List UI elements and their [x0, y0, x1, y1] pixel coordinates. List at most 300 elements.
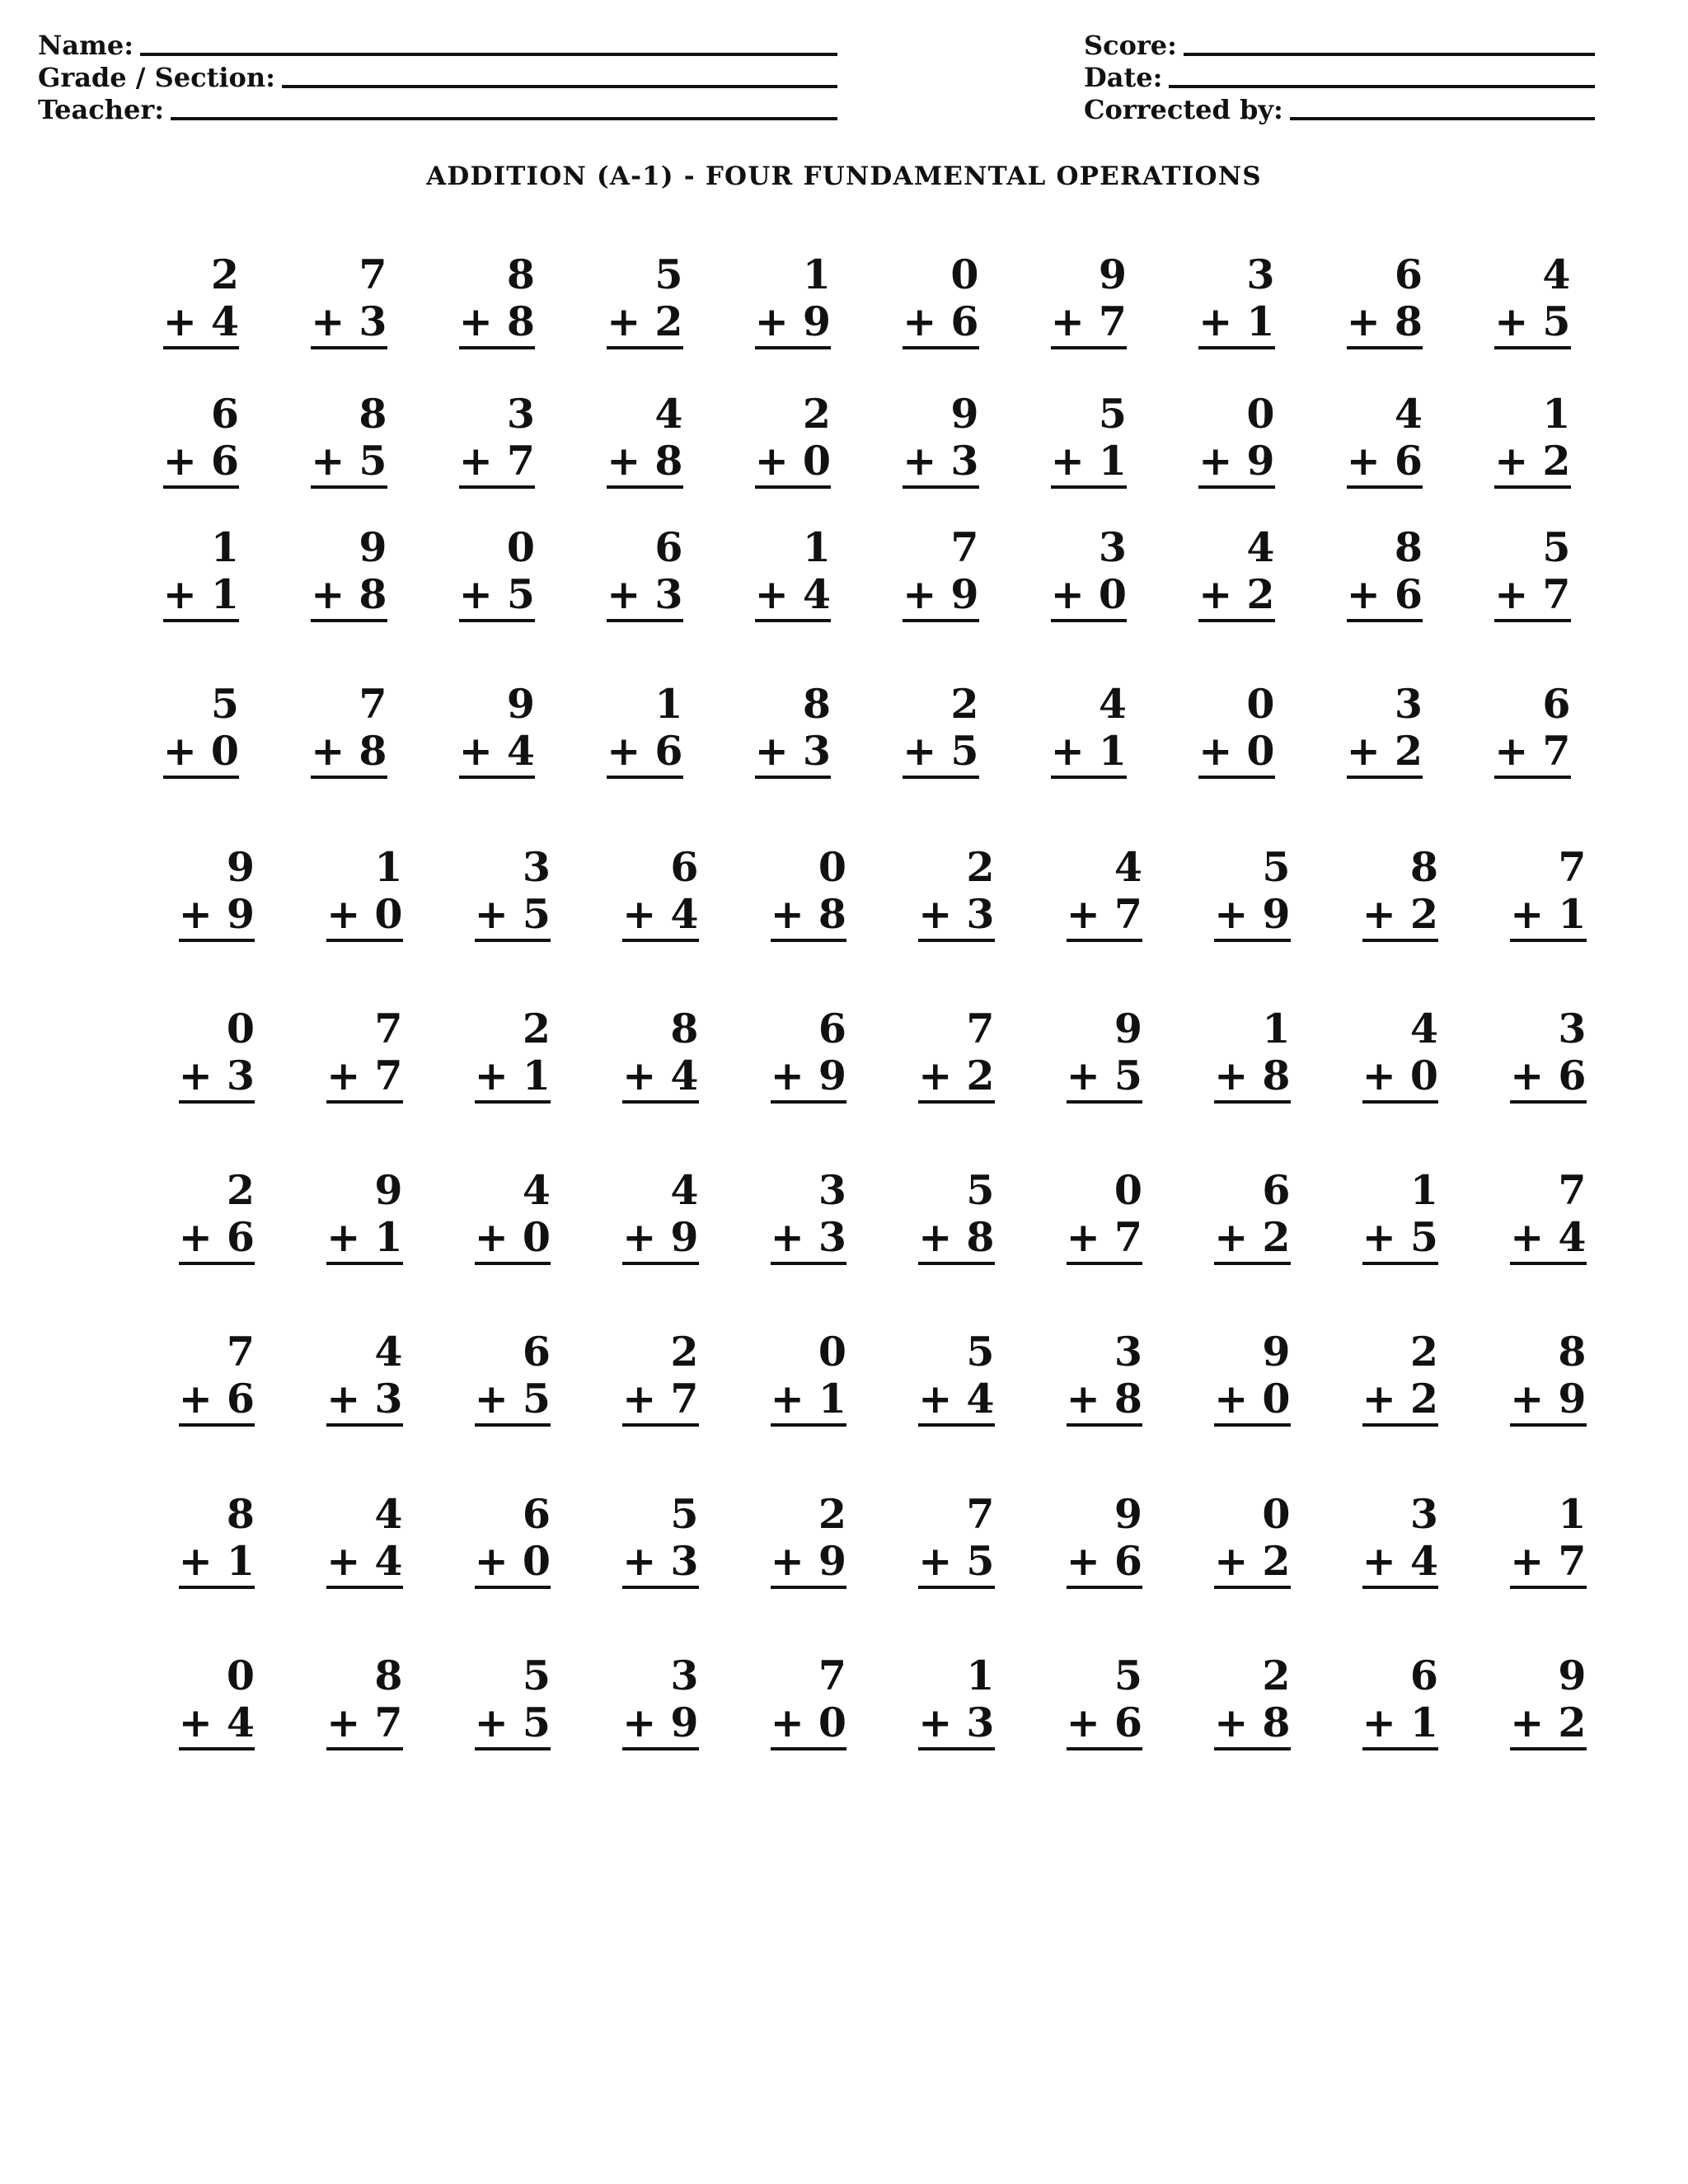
addition-problem: [288, 1005, 403, 1099]
problem-bottom-row: [1175, 1699, 1291, 1746]
problem-bottom-row: [420, 571, 535, 618]
problem-bottom-row: [288, 1538, 403, 1585]
addition-problem: [1011, 524, 1127, 618]
problem-top-number: 6: [1394, 251, 1423, 298]
problem-top-number: 4: [522, 1166, 551, 1214]
problem-addend-underlined: + 0: [1051, 570, 1127, 622]
problem-top-number: 9: [374, 1166, 403, 1214]
problem-bottom-row: [584, 1052, 699, 1099]
problem-top-number: 0: [818, 1328, 846, 1376]
problem-bottom-row: [1011, 571, 1127, 618]
problem-bottom-row: [879, 1052, 995, 1099]
problem-top-number: 5: [670, 1490, 699, 1538]
addition-problem: [1471, 1329, 1587, 1422]
problem-top-number: 5: [1098, 390, 1127, 438]
problem-top-number: 1: [802, 523, 831, 571]
problem-addend-underlined: + 5: [1494, 298, 1570, 349]
problem-top-number: 4: [374, 1490, 403, 1538]
addition-problem: [272, 524, 387, 618]
addition-problem: [272, 391, 387, 485]
problem-addend-underlined: + 4: [622, 890, 698, 942]
problem-bottom-row: [435, 1699, 551, 1746]
problem-bottom-row: [288, 1214, 403, 1261]
problem-top-number: 1: [210, 523, 239, 571]
problem-top-number: 7: [818, 1652, 846, 1699]
problem-addend-underlined: + 7: [1510, 1537, 1586, 1589]
problem-addend-underlined: + 8: [1214, 1699, 1290, 1750]
addition-problem: [864, 391, 979, 485]
date-label: Date:: [1084, 62, 1163, 93]
problem-addend-underlined: + 7: [622, 1375, 698, 1427]
addition-problem: [1307, 681, 1423, 775]
problem-bottom-row: [1027, 1052, 1142, 1099]
problem-bottom-row: [1027, 891, 1142, 938]
problem-addend-underlined: + 3: [918, 890, 994, 942]
problem-addend-underlined: + 4: [163, 298, 239, 349]
problem-bottom-row: [731, 1376, 846, 1422]
problem-addend-underlined: + 2: [918, 1052, 994, 1104]
problem-top-number: 6: [670, 843, 699, 891]
addition-problem: [584, 1329, 699, 1422]
problem-bottom-row: [272, 298, 387, 345]
problem-bottom-row: [435, 1214, 551, 1261]
problem-bottom-row: [288, 891, 403, 938]
addition-problem: [435, 1652, 551, 1746]
problem-addend-underlined: + 4: [1510, 1213, 1586, 1265]
problem-top-number: 6: [818, 1005, 846, 1052]
problem-addend-underlined: + 0: [326, 890, 402, 942]
problem-bottom-row: [568, 571, 683, 618]
problem-top-number: 0: [226, 1005, 255, 1052]
problem-bottom-row: [288, 1699, 403, 1746]
problem-bottom-row: [420, 298, 535, 345]
problem-top-number: 6: [654, 523, 683, 571]
problem-top-number: 3: [1114, 1328, 1142, 1376]
problem-top-number: 9: [226, 843, 255, 891]
problem-addend-underlined: + 4: [459, 727, 535, 779]
problem-bottom-row: [1456, 728, 1571, 775]
addition-problem: [1160, 524, 1275, 618]
addition-problem: [1323, 844, 1438, 938]
addition-problem: [568, 524, 683, 618]
addition-problem: [1471, 1652, 1587, 1746]
problem-bottom-row: [288, 1052, 403, 1099]
problem-addend-underlined: + 7: [1051, 298, 1127, 349]
addition-problem: [879, 1167, 995, 1261]
problem-bottom-row: [435, 1052, 551, 1099]
addition-problem: [568, 681, 683, 775]
problem-addend-underlined: + 7: [1067, 890, 1142, 942]
problem-addend-underlined: + 6: [179, 1213, 255, 1265]
problem-addend-underlined: + 0: [755, 437, 831, 489]
problem-top-number: 5: [966, 1328, 995, 1376]
addition-problem: [435, 844, 551, 938]
problem-addend-underlined: + 2: [1214, 1213, 1290, 1265]
problem-bottom-row: [1027, 1376, 1142, 1422]
problem-top-number: 5: [966, 1166, 995, 1214]
problem-addend-underlined: + 0: [475, 1537, 551, 1589]
problem-bottom-row: [139, 1376, 255, 1422]
problem-bottom-row: [879, 1699, 995, 1746]
problem-addend-underlined: + 3: [326, 1375, 402, 1427]
problem-addend-underlined: + 4: [622, 1052, 698, 1104]
problem-addend-underlined: + 1: [1198, 298, 1274, 349]
problem-top-number: 7: [226, 1328, 255, 1376]
addition-problem: [731, 1167, 846, 1261]
problem-bottom-row: [584, 1214, 699, 1261]
problem-addend-underlined: + 2: [607, 298, 682, 349]
addition-problem: [1323, 1005, 1438, 1099]
problem-top-number: 1: [1558, 1490, 1587, 1538]
addition-problem: [420, 524, 535, 618]
problem-top-number: 5: [1262, 843, 1291, 891]
problem-bottom-row: [1011, 728, 1127, 775]
problem-top-number: 0: [1114, 1166, 1142, 1214]
problem-top-number: 0: [1246, 680, 1275, 728]
problem-bottom-row: [1027, 1214, 1142, 1261]
addition-problem: [420, 391, 535, 485]
addition-problem: [139, 1491, 255, 1585]
addition-problem: [1323, 1491, 1438, 1585]
problem-bottom-row: [124, 298, 239, 345]
problem-addend-underlined: + 5: [1067, 1052, 1142, 1104]
addition-problem: [1027, 1652, 1142, 1746]
problem-bottom-row: [1175, 891, 1291, 938]
addition-problem: [715, 524, 831, 618]
problem-addend-underlined: + 2: [1510, 1699, 1586, 1750]
name-label: Name:: [38, 30, 134, 61]
problem-addend-underlined: + 1: [326, 1213, 402, 1265]
problem-addend-underlined: + 7: [1494, 570, 1570, 622]
problem-addend-underlined: + 6: [179, 1375, 255, 1427]
problem-bottom-row: [420, 438, 535, 485]
score-label: Score:: [1084, 30, 1177, 61]
addition-problem: [435, 1329, 551, 1422]
problem-bottom-row: [715, 728, 831, 775]
problem-bottom-row: [288, 1376, 403, 1422]
addition-problem: [435, 1491, 551, 1585]
problem-addend-underlined: + 7: [326, 1699, 402, 1750]
problem-bottom-row: [584, 1538, 699, 1585]
addition-problem: [1160, 251, 1275, 345]
addition-problem: [1011, 391, 1127, 485]
addition-problem: [1027, 844, 1142, 938]
problem-top-number: 4: [1114, 843, 1142, 891]
problem-top-number: 6: [1262, 1166, 1291, 1214]
problem-bottom-row: [584, 1699, 699, 1746]
problem-bottom-row: [1471, 1376, 1587, 1422]
problem-addend-underlined: + 4: [755, 570, 831, 622]
addition-problem: [139, 1005, 255, 1099]
problem-bottom-row: [1456, 438, 1571, 485]
problem-top-number: 6: [1542, 680, 1571, 728]
problem-bottom-row: [864, 728, 979, 775]
problem-bottom-row: [731, 1052, 846, 1099]
problem-bottom-row: [1027, 1699, 1142, 1746]
problem-top-number: 7: [374, 1005, 403, 1052]
addition-problem: [1471, 1005, 1587, 1099]
problem-top-number: 4: [1246, 523, 1275, 571]
addition-problem: [584, 1652, 699, 1746]
problem-addend-underlined: + 9: [622, 1699, 698, 1750]
problem-top-number: 1: [1409, 1166, 1438, 1214]
problem-top-number: 9: [1098, 251, 1127, 298]
problem-top-number: 1: [654, 680, 683, 728]
problem-bottom-row: [124, 438, 239, 485]
worksheet-title: ADDITION (A-1) - FOUR FUNDAMENTAL OPERATIONS: [426, 162, 1262, 191]
problem-addend-underlined: + 9: [179, 890, 255, 942]
problem-bottom-row: [1456, 571, 1571, 618]
problem-top-number: 3: [1558, 1005, 1587, 1052]
addition-problem: [1160, 681, 1275, 775]
problem-addend-underlined: + 7: [1494, 727, 1570, 779]
problem-top-number: 7: [966, 1005, 995, 1052]
problem-top-number: 0: [226, 1652, 255, 1699]
problem-bottom-row: [1160, 438, 1275, 485]
addition-problem: [584, 1005, 699, 1099]
addition-problem: [731, 1005, 846, 1099]
addition-problem: [1027, 1329, 1142, 1422]
grade-section-label: Grade / Section:: [38, 62, 275, 93]
problem-top-number: 1: [802, 251, 831, 298]
addition-problem: [139, 844, 255, 938]
addition-problem: [1471, 844, 1587, 938]
problem-bottom-row: [1456, 298, 1571, 345]
addition-problem: [584, 1167, 699, 1261]
problem-top-number: 2: [1262, 1652, 1291, 1699]
problem-top-number: 2: [522, 1005, 551, 1052]
problem-bottom-row: [139, 1214, 255, 1261]
corrected-by-label: Corrected by:: [1084, 94, 1283, 125]
problem-addend-underlined: + 7: [326, 1052, 402, 1104]
problem-bottom-row: [1011, 298, 1127, 345]
problem-bottom-row: [139, 1699, 255, 1746]
problem-addend-underlined: + 0: [1214, 1375, 1290, 1427]
problem-top-number: 2: [950, 680, 979, 728]
problem-bottom-row: [879, 891, 995, 938]
addition-problem: [731, 1329, 846, 1422]
problem-addend-underlined: + 3: [179, 1052, 255, 1104]
addition-problem: [715, 391, 831, 485]
problem-top-number: 6: [210, 390, 239, 438]
addition-problem: [715, 251, 831, 345]
problem-top-number: 8: [670, 1005, 699, 1052]
problem-top-number: 4: [654, 390, 683, 438]
problem-top-number: 0: [506, 523, 535, 571]
problem-bottom-row: [435, 1538, 551, 1585]
problem-addend-underlined: + 3: [903, 437, 978, 489]
problem-bottom-row: [1323, 1052, 1438, 1099]
problem-top-number: 9: [1114, 1490, 1142, 1538]
addition-problem: [288, 1167, 403, 1261]
problem-bottom-row: [1175, 1376, 1291, 1422]
problem-addend-underlined: + 9: [755, 298, 831, 349]
addition-problem: [731, 1652, 846, 1746]
problem-addend-underlined: + 6: [903, 298, 978, 349]
problem-bottom-row: [1175, 1052, 1291, 1099]
problem-top-number: 9: [1262, 1328, 1291, 1376]
problem-addend-underlined: + 1: [1362, 1699, 1438, 1750]
problem-bottom-row: [435, 1376, 551, 1422]
problem-bottom-row: [139, 1052, 255, 1099]
addition-problem: [1307, 391, 1423, 485]
problem-addend-underlined: + 0: [475, 1213, 551, 1265]
problem-top-number: 5: [654, 251, 683, 298]
problem-bottom-row: [731, 891, 846, 938]
problem-top-number: 9: [1558, 1652, 1587, 1699]
problem-bottom-row: [879, 1214, 995, 1261]
addition-problem: [1323, 1329, 1438, 1422]
problem-bottom-row: [1323, 1376, 1438, 1422]
problem-top-number: 8: [802, 680, 831, 728]
problem-top-number: 0: [818, 843, 846, 891]
addition-problem: [584, 844, 699, 938]
problem-top-number: 3: [1246, 251, 1275, 298]
problem-bottom-row: [568, 298, 683, 345]
problem-bottom-row: [1307, 728, 1423, 775]
addition-problem: [420, 251, 535, 345]
addition-problem: [1160, 391, 1275, 485]
problem-top-number: 6: [1409, 1652, 1438, 1699]
addition-problem: [864, 251, 979, 345]
problem-top-number: 3: [670, 1652, 699, 1699]
problem-addend-underlined: + 6: [1510, 1052, 1586, 1104]
problem-addend-underlined: + 9: [1510, 1375, 1586, 1427]
problem-bottom-row: [1307, 438, 1423, 485]
problem-addend-underlined: + 2: [1347, 727, 1423, 779]
problem-top-number: 9: [359, 523, 387, 571]
addition-problem: [1011, 681, 1127, 775]
addition-problem: [1175, 1652, 1291, 1746]
problem-top-number: 7: [1558, 843, 1587, 891]
addition-problem: [731, 844, 846, 938]
addition-problem: [1175, 1005, 1291, 1099]
problem-bottom-row: [584, 1376, 699, 1422]
problem-addend-underlined: + 0: [1362, 1052, 1438, 1104]
addition-problem: [864, 681, 979, 775]
problem-top-number: 2: [210, 251, 239, 298]
problem-bottom-row: [1323, 1699, 1438, 1746]
problem-bottom-row: [1471, 1538, 1587, 1585]
problem-bottom-row: [568, 438, 683, 485]
problem-addend-underlined: + 9: [1214, 890, 1290, 942]
problem-top-number: 3: [1098, 523, 1127, 571]
problem-top-number: 5: [210, 680, 239, 728]
problem-top-number: 8: [506, 251, 535, 298]
addition-problem: [1027, 1005, 1142, 1099]
problem-addend-underlined: + 6: [163, 437, 239, 489]
problem-addend-underlined: + 6: [1347, 570, 1423, 622]
problem-addend-underlined: + 1: [475, 1052, 551, 1104]
addition-problem: [1456, 391, 1571, 485]
problem-addend-underlined: + 5: [459, 570, 535, 622]
problem-top-number: 1: [1542, 390, 1571, 438]
problem-addend-underlined: + 1: [771, 1375, 846, 1427]
problem-top-number: 1: [1262, 1005, 1291, 1052]
problem-top-number: 6: [522, 1490, 551, 1538]
addition-problem: [420, 681, 535, 775]
problem-addend-underlined: + 8: [771, 890, 846, 942]
problem-bottom-row: [715, 298, 831, 345]
problem-bottom-row: [139, 1538, 255, 1585]
problem-bottom-row: [864, 438, 979, 485]
problem-top-number: 0: [1246, 390, 1275, 438]
problem-bottom-row: [1160, 298, 1275, 345]
addition-problem: [435, 1167, 551, 1261]
problem-bottom-row: [124, 571, 239, 618]
problem-addend-underlined: + 2: [1494, 437, 1570, 489]
problem-bottom-row: [731, 1214, 846, 1261]
problem-top-number: 0: [950, 251, 979, 298]
problem-bottom-row: [1471, 1052, 1587, 1099]
problem-top-number: 4: [374, 1328, 403, 1376]
problem-bottom-row: [1175, 1214, 1291, 1261]
addition-problem: [1027, 1491, 1142, 1585]
addition-problem: [584, 1491, 699, 1585]
addition-problem: [1175, 1167, 1291, 1261]
problem-bottom-row: [139, 891, 255, 938]
problem-addend-underlined: + 6: [1067, 1699, 1142, 1750]
problem-bottom-row: [879, 1538, 995, 1585]
problem-addend-underlined: + 0: [163, 727, 239, 779]
addition-problem: [879, 1652, 995, 1746]
problem-addend-underlined: + 1: [163, 570, 239, 622]
problem-addend-underlined: + 3: [311, 298, 387, 349]
problem-top-number: 3: [506, 390, 535, 438]
problem-top-number: 2: [802, 390, 831, 438]
problem-addend-underlined: + 8: [459, 298, 535, 349]
problem-top-number: 1: [374, 843, 403, 891]
problem-addend-underlined: + 5: [1362, 1213, 1438, 1265]
problem-addend-underlined: + 8: [1347, 298, 1423, 349]
addition-problem: [1471, 1491, 1587, 1585]
problem-addend-underlined: + 8: [607, 437, 682, 489]
problem-bottom-row: [1027, 1538, 1142, 1585]
addition-problem: [1011, 251, 1127, 345]
addition-problem: [1175, 1491, 1291, 1585]
problem-top-number: 9: [506, 680, 535, 728]
addition-problem: [139, 1652, 255, 1746]
problem-addend-underlined: + 2: [1362, 890, 1438, 942]
problem-addend-underlined: + 9: [771, 1052, 846, 1104]
problem-bottom-row: [731, 1699, 846, 1746]
addition-problem: [1456, 681, 1571, 775]
problem-addend-underlined: + 5: [903, 727, 978, 779]
problem-bottom-row: [1323, 891, 1438, 938]
teacher-label: Teacher:: [38, 94, 165, 125]
problem-bottom-row: [272, 438, 387, 485]
problem-bottom-row: [568, 728, 683, 775]
problem-addend-underlined: + 5: [475, 1375, 551, 1427]
problem-bottom-row: [1011, 438, 1127, 485]
problem-addend-underlined: + 3: [771, 1213, 846, 1265]
problem-addend-underlined: + 5: [918, 1537, 994, 1589]
addition-problem: [1456, 524, 1571, 618]
problem-addend-underlined: + 8: [918, 1213, 994, 1265]
addition-problem: [435, 1005, 551, 1099]
addition-problem: [288, 1491, 403, 1585]
problem-addend-underlined: + 8: [311, 727, 387, 779]
problem-top-number: 1: [966, 1652, 995, 1699]
problem-top-number: 0: [1262, 1490, 1291, 1538]
problem-addend-underlined: + 7: [1067, 1213, 1142, 1265]
problem-bottom-row: [1175, 1538, 1291, 1585]
addition-problem: [1471, 1167, 1587, 1261]
problem-bottom-row: [1323, 1214, 1438, 1261]
problem-addend-underlined: + 6: [607, 727, 682, 779]
addition-problem: [879, 844, 995, 938]
problem-top-number: 7: [950, 523, 979, 571]
